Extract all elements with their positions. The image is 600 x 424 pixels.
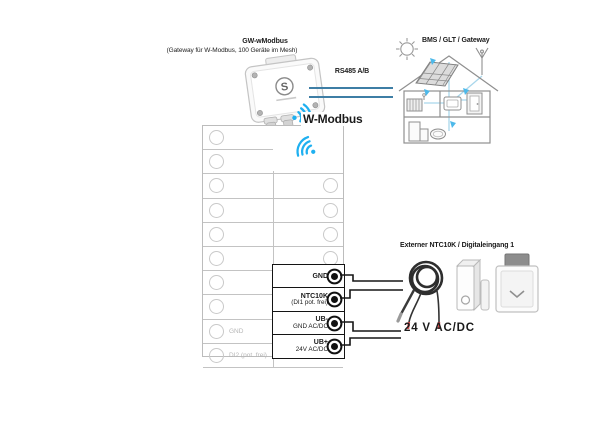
wire-gnd: [340, 275, 403, 281]
control-panel-icon: [444, 97, 461, 110]
io-label: UB-: [315, 316, 328, 324]
rs485-line-a: [309, 87, 393, 89]
io-cell-ub-minus: [272, 311, 345, 336]
antenna-icon: [476, 48, 488, 75]
io-label: NTC10K: [300, 292, 328, 300]
wmodbus-radio-cell: [273, 126, 343, 171]
io-sublabel: 24V AC/DC: [295, 345, 328, 353]
io-sublabel: (DI1 pot. frei): [291, 299, 328, 307]
device-title: GW-wModbus: [242, 38, 288, 45]
terminal-pin: [209, 227, 224, 242]
io-label: UB+: [313, 339, 328, 347]
terminal-row: [203, 223, 343, 247]
external-sensor-label: Externer NTC10K / Digitaleingang 1: [400, 242, 515, 249]
terminal-label-gnd: GND: [229, 327, 244, 335]
terminal-block: [202, 125, 344, 357]
terminal-pin: [209, 299, 224, 314]
power-supply-label: 24 V AC/DC: [404, 322, 475, 334]
brand-logo-letter: S: [280, 80, 290, 94]
table-wifi-icon: [290, 131, 325, 166]
bms-label: BMS / GLT / Gateway: [422, 37, 490, 44]
cabinet-icon: [467, 93, 482, 114]
terminal-pin: [209, 275, 224, 290]
io-cell-ntc10k: [272, 287, 345, 312]
wmodbus-label: W-Modbus: [303, 112, 363, 126]
terminal-pin: [209, 251, 224, 266]
building-illustration: [388, 28, 508, 148]
terminal-pin: [209, 178, 224, 193]
wire-ub-plus: [340, 338, 401, 345]
terminal-label-di2: DI2 (pot. frei): [229, 351, 267, 359]
terminal-pin: [209, 203, 224, 218]
terminal-pin: [209, 130, 224, 145]
io-sublabel: GND AC/DC: [293, 322, 328, 330]
wire-ntc10k: [340, 290, 403, 298]
rs485-label: RS485 A/B: [334, 68, 370, 75]
terminal-pin: [323, 203, 338, 218]
terminal-wires: [336, 260, 406, 355]
solar-panel: [416, 62, 458, 86]
terminal-row: [203, 199, 343, 223]
card-switch-image: [496, 254, 538, 312]
rs485-line-b: [309, 96, 393, 98]
device-subtitle: (Gateway für W-Modbus, 100 Geräte im Mesh): [166, 47, 298, 54]
sun-icon: [396, 38, 418, 60]
terminal-pin: [209, 154, 224, 169]
terminal-row: [203, 174, 343, 198]
terminal-pin: [209, 348, 224, 363]
wire-ub-minus: [340, 322, 401, 331]
io-cell-gnd: [272, 264, 345, 289]
io-label: GND: [312, 273, 328, 280]
terminal-pin: [323, 227, 338, 242]
terminal-pin: [323, 178, 338, 193]
terminal-pin: [209, 324, 224, 339]
io-cell-ub-plus: [272, 334, 345, 359]
door-contact-image: [457, 260, 489, 310]
